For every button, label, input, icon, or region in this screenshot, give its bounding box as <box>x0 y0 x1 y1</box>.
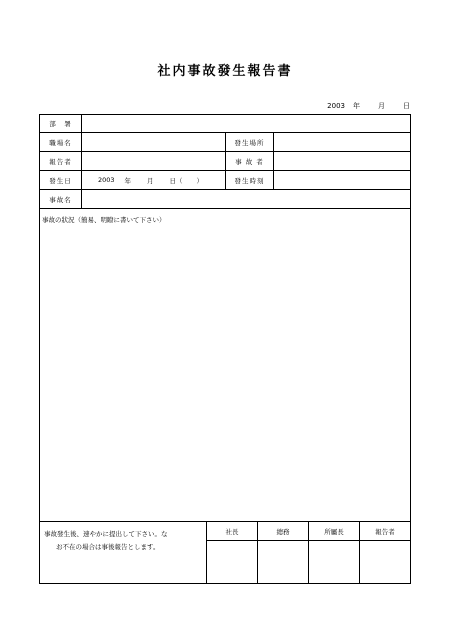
field-date-day-unit: 日（ <box>169 176 183 185</box>
situation-label: 事故の狀況（簡易、明瞭に書いて下さい） <box>42 216 166 224</box>
bottom-section <box>40 522 410 583</box>
report-date <box>327 101 410 111</box>
approval-general-affairs <box>258 522 309 583</box>
field-date-year-unit: 年 <box>124 176 132 185</box>
approval-general-affairs-stamp[interactable] <box>258 541 308 583</box>
label-workplace: 職場名 <box>40 133 82 151</box>
field-date-close: ） <box>196 176 204 185</box>
field-party[interactable] <box>274 152 410 170</box>
field-workplace[interactable] <box>82 133 226 151</box>
label-location: 發生場所 <box>226 133 274 151</box>
approval-president-label: 社長 <box>207 522 257 541</box>
label-date: 發生日 <box>40 171 82 189</box>
label-reporter: 報告者 <box>40 152 82 170</box>
label-department: 部 署 <box>40 115 82 132</box>
page-title: 社内事故發生報告書 <box>157 64 293 79</box>
row-workplace <box>40 133 410 152</box>
approval-general-affairs-label: 總務 <box>258 522 308 541</box>
report-date-month-unit: 月 <box>378 102 385 110</box>
field-date-year: 2003 <box>98 176 115 184</box>
field-accident-name[interactable] <box>82 190 410 208</box>
notice-line-2: お不在の場合は事後報告とします。 <box>56 543 160 551</box>
field-location[interactable] <box>274 133 410 151</box>
field-reporter[interactable] <box>82 152 226 170</box>
label-time: 發生時刻 <box>226 171 274 189</box>
situation-area[interactable] <box>40 209 410 522</box>
field-date-month-unit: 月 <box>147 176 154 185</box>
notice-line-1: 事故發生後、速やかに提出して下さい。な <box>44 530 168 538</box>
field-time[interactable] <box>274 171 410 189</box>
row-accident-name <box>40 190 410 209</box>
approval-president <box>207 522 258 583</box>
row-department <box>40 115 410 133</box>
field-department[interactable] <box>82 115 410 132</box>
label-accident-name: 事故名 <box>40 190 82 208</box>
approval-reporter <box>360 522 410 583</box>
approval-boxes <box>207 522 410 583</box>
approval-manager-label: 所屬長 <box>309 522 359 541</box>
approval-reporter-stamp[interactable] <box>360 541 410 583</box>
approval-reporter-label: 報告者 <box>360 522 410 541</box>
submission-notice <box>40 522 207 583</box>
label-party: 事 故 者 <box>226 152 274 170</box>
row-date <box>40 171 410 190</box>
field-date[interactable] <box>82 171 226 189</box>
report-date-year[interactable]: 2003 <box>327 102 345 110</box>
report-form <box>39 114 411 584</box>
approval-manager-stamp[interactable] <box>309 541 359 583</box>
report-date-year-unit: 年 <box>353 102 360 110</box>
approval-manager <box>309 522 360 583</box>
approval-president-stamp[interactable] <box>207 541 257 583</box>
row-reporter <box>40 152 410 171</box>
report-date-day-unit: 日 <box>403 102 410 110</box>
